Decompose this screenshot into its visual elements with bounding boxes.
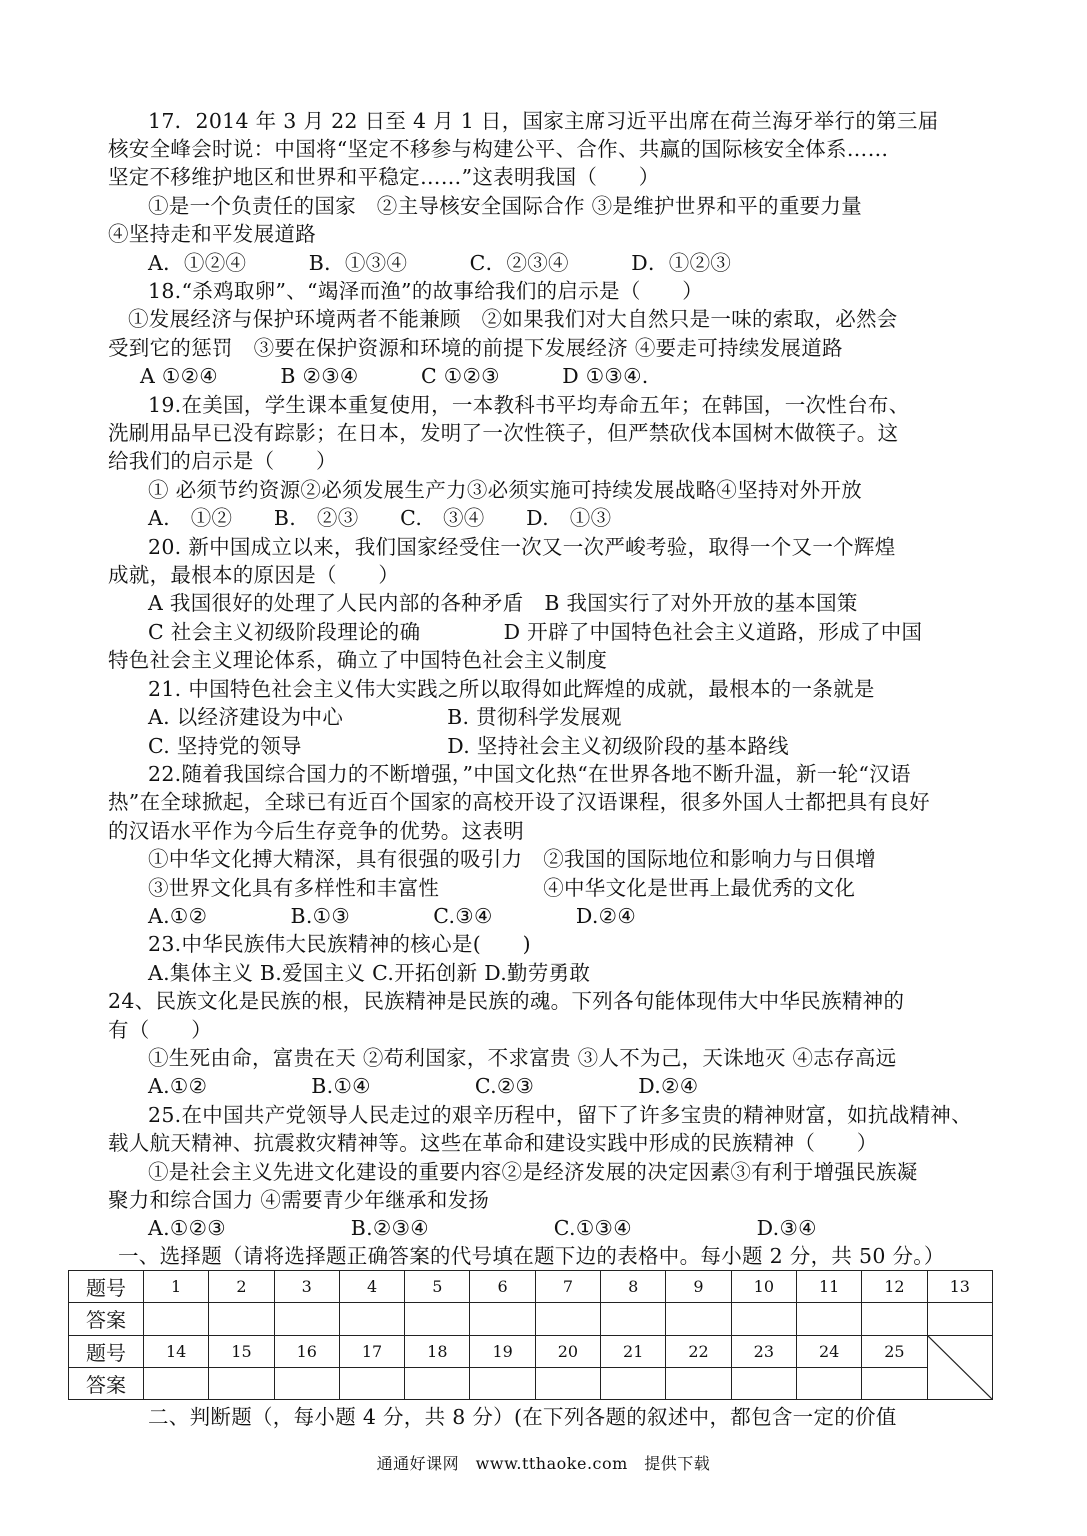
table-row: [69, 1303, 993, 1335]
answer-label: 答案: [69, 1367, 144, 1399]
answer-cell[interactable]: [796, 1367, 861, 1399]
question-number-cell: 5: [405, 1271, 470, 1303]
question-number-cell: 21: [601, 1335, 666, 1367]
answer-cell[interactable]: [405, 1367, 470, 1399]
answer-cell[interactable]: [796, 1303, 861, 1335]
q25-statements-2: 聚力和综合国力 ④需要青少年继承和发扬: [108, 1188, 490, 1212]
table-row: [69, 1367, 993, 1399]
answer-cell[interactable]: [144, 1303, 209, 1335]
q21-line-1: 21. 中国特色社会主义伟大实践之所以取得如此辉煌的成就，最根本的一条就是: [148, 677, 875, 701]
question-number-cell: 13: [927, 1271, 992, 1303]
q20-line-1: 20. 新中国成立以来，我们国家经受住一次又一次严峻考验，取得一个又一个辉煌: [148, 535, 896, 559]
question-number-cell: 20: [535, 1335, 600, 1367]
answer-cell[interactable]: [601, 1367, 666, 1399]
q18-line-1: 18.“杀鸡取卵”、“竭泽而渔”的故事给我们的启示是（ ）: [148, 279, 704, 303]
q20-options-ab: A 我国很好的处理了人民内部的各种矛盾 B 我国实行了对外开放的基本国策: [148, 591, 858, 615]
answer-cell[interactable]: [731, 1367, 796, 1399]
q23-line-1: 23.中华民族伟大民族精神的核心是( ): [148, 932, 531, 956]
answer-cell[interactable]: [731, 1303, 796, 1335]
question-number-label: 题号: [69, 1335, 144, 1367]
q18-statements-2: 受到它的惩罚 ③要在保护资源和环境的前提下发展经济 ④要走可持续发展道路: [108, 336, 843, 360]
answer-cell[interactable]: [535, 1367, 600, 1399]
answer-label: 答案: [69, 1303, 144, 1335]
table-row: [69, 1335, 993, 1367]
section-two-heading: 二、判断题（，每小题 4 分，共 8 分）(在下列各题的叙述中，都包含一定的价值: [148, 1405, 897, 1429]
q20-line-2: 成就，最根本的原因是（ ）: [108, 563, 400, 587]
question-number-cell: 10: [731, 1271, 796, 1303]
question-number-cell: 14: [144, 1335, 209, 1367]
q25-line-1: 25.在中国共产党领导人民走过的艰辛历程中，留下了许多宝贵的精神财富，如抗战精神、: [148, 1103, 972, 1127]
page-footer: 通通好课网 www.tthaoke.com 提供下载: [376, 1454, 711, 1473]
q19-line-2: 洗刷用品早已没有踪影；在日本，发明了一次性筷子，但严禁砍伐本国树木做筷子。这: [108, 421, 899, 445]
q25-statements-1: ①是社会主义先进文化建设的重要内容②是经济发展的决定因素③有利于增强民族凝: [148, 1160, 918, 1184]
q17-options: A．①②④ B．①③④ C．②③④ D．①②③: [148, 251, 732, 275]
q19-options: A. ①② B. ②③ C. ③④ D. ①③: [148, 506, 612, 530]
answer-cell[interactable]: [470, 1303, 535, 1335]
question-number-cell: 8: [601, 1271, 666, 1303]
question-number-cell: 3: [274, 1271, 339, 1303]
q24-options: A.①② B.①④ C.②③ D.②④: [148, 1074, 699, 1098]
question-number-cell: 18: [405, 1335, 470, 1367]
question-number-cell: 4: [339, 1271, 404, 1303]
q19-statements: ① 必须节约资源②必须发展生产力③必须实施可持续发展战略④坚持对外开放: [148, 478, 863, 502]
q17-line-1: 17．2014 年 3 月 22 日至 4 月 1 日，国家主席习近平出席在荷兰海牙举行的第三届: [148, 109, 939, 133]
question-number-cell: 19: [470, 1335, 535, 1367]
answer-cell[interactable]: [927, 1303, 992, 1335]
answer-table: [68, 1270, 993, 1400]
q18-options: A ①②④ B ②③④ C ①②③ D ①③④.: [140, 364, 649, 388]
q25-line-2: 载人航天精神、抗震救灾精神等。这些在革命和建设实践中形成的民族精神（ ）: [108, 1131, 878, 1155]
q20-option-d-cont: 特色社会主义理论体系，确立了中国特色社会主义制度: [108, 648, 608, 672]
q22-line-3: 的汉语水平作为今后生存竞争的优势。这表明: [108, 819, 524, 843]
q24-statements: ①生死由命，富贵在天 ②苟利国家，不求富贵 ③人不为己，天诛地灭 ④志存高远: [148, 1046, 897, 1070]
question-number-cell: 11: [796, 1271, 861, 1303]
question-number-cell: 23: [731, 1335, 796, 1367]
answer-cell[interactable]: [470, 1367, 535, 1399]
q22-line-1: 22.随着我国综合国力的不断增强，”中国文化热“在世界各地不断升温，新一轮“汉语: [148, 762, 911, 786]
answer-cell[interactable]: [339, 1367, 404, 1399]
answer-cell[interactable]: [144, 1367, 209, 1399]
answer-cell[interactable]: [535, 1303, 600, 1335]
answer-cell[interactable]: [862, 1303, 927, 1335]
diagonal-line: [928, 1336, 992, 1400]
question-number-cell: 15: [209, 1335, 274, 1367]
question-number-cell: 12: [862, 1271, 927, 1303]
q20-options-cd: C 社会主义初级阶段理论的确 D 开辟了中国特色社会主义道路，形成了中国: [148, 620, 923, 644]
answer-cell[interactable]: [601, 1303, 666, 1335]
q25-options: A.①②③ B.②③④ C.①③④ D.③④: [148, 1216, 817, 1240]
section-one-heading: 一、选择题（请将选择题正确答案的代号填在题下边的表格中。每小题 2 分，共 50 分。）: [118, 1244, 945, 1268]
question-number-cell: 1: [144, 1271, 209, 1303]
question-number-label: 题号: [69, 1271, 144, 1303]
q19-line-3: 给我们的启示是（ ）: [108, 449, 337, 473]
q24-line-1: 24、民族文化是民族的根，民族精神是民族的魂。下列各句能体现伟大中华民族精神的: [108, 989, 905, 1013]
question-number-cell: 6: [470, 1271, 535, 1303]
q22-statements-1: ①中华文化搏大精深，具有很强的吸引力 ②我国的国际地位和影响力与日俱增: [148, 847, 876, 871]
question-number-cell: 16: [274, 1335, 339, 1367]
q17-line-3: 坚定不移维护地区和世界和平稳定……”这表明我国（ ）: [108, 165, 660, 189]
answer-cell[interactable]: [405, 1303, 470, 1335]
q21-options-cd: C. 坚持党的领导 D. 坚持社会主义初级阶段的基本路线: [148, 734, 789, 758]
question-number-cell: 24: [796, 1335, 861, 1367]
answer-cell[interactable]: [862, 1367, 927, 1399]
q17-statements-1: ①是一个负责任的国家 ②主导核安全国际合作 ③是维护世界和平的重要力量: [148, 194, 863, 218]
answer-cell[interactable]: [666, 1303, 731, 1335]
q18-statements-1: ①发展经济与保护环境两者不能兼顾 ②如果我们对大自然只是一味的索取，必然会: [128, 307, 898, 331]
question-number-cell: 9: [666, 1271, 731, 1303]
question-number-cell: 22: [666, 1335, 731, 1367]
answer-cell[interactable]: [209, 1303, 274, 1335]
empty-diagonal-cell: [927, 1335, 992, 1400]
table-row: [69, 1271, 993, 1303]
answer-cell[interactable]: [666, 1367, 731, 1399]
question-number-cell: 7: [535, 1271, 600, 1303]
q17-line-2: 核安全峰会时说：中国将“坚定不移参与构建公平、合作、共赢的国际核安全体系……: [108, 137, 889, 161]
q24-line-2: 有（ ）: [108, 1018, 212, 1042]
question-number-cell: 17: [339, 1335, 404, 1367]
q23-options: A.集体主义 B.爱国主义 C.开拓创新 D.勤劳勇敢: [148, 961, 591, 985]
answer-cell[interactable]: [274, 1303, 339, 1335]
question-number-cell: 25: [862, 1335, 927, 1367]
q22-options: A.①② B.①③ C.③④ D.②④: [148, 904, 637, 928]
q22-line-2: 热”在全球掀起，全球已有近百个国家的高校开设了汉语课程，很多外国人士都把具有良好: [108, 790, 930, 814]
answer-cell[interactable]: [274, 1367, 339, 1399]
q17-statements-2: ④坚持走和平发展道路: [108, 222, 316, 246]
answer-cell[interactable]: [209, 1367, 274, 1399]
q19-line-1: 19.在美国，学生课本重复使用，一本教科书平均寿命五年；在韩国，一次性台布、: [148, 393, 910, 417]
answer-cell[interactable]: [339, 1303, 404, 1335]
question-number-cell: 2: [209, 1271, 274, 1303]
q22-statements-2: ③世界文化具有多样性和丰富性 ④中华文化是世再上最优秀的文化: [148, 876, 856, 900]
q21-options-ab: A. 以经济建设为中心 B. 贯彻科学发展观: [148, 705, 622, 729]
